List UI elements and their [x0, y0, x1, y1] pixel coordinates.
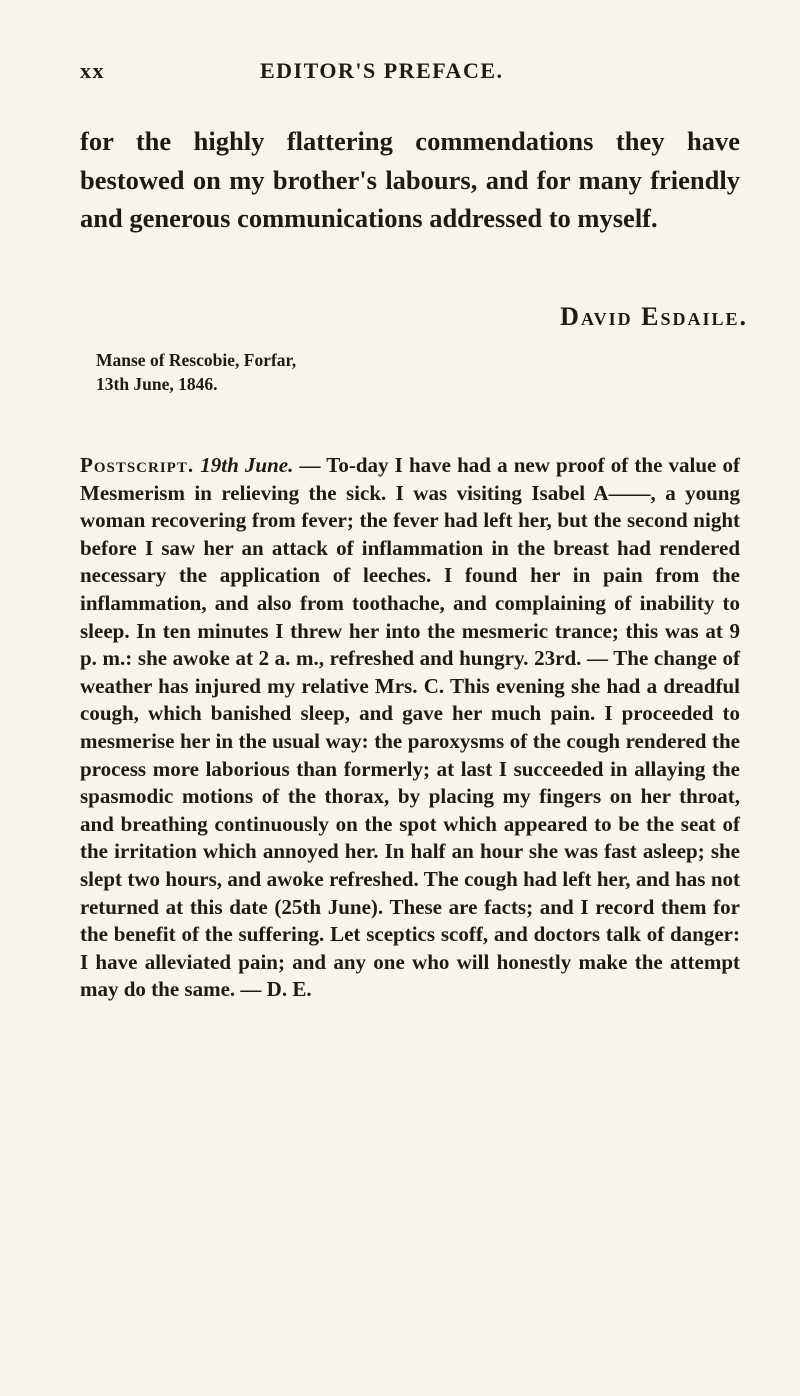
signature: David Esdaile. [560, 302, 748, 331]
date-line: 13th June, 1846. [96, 374, 218, 394]
running-header [80, 58, 720, 88]
postscript-date: 19th June. [200, 453, 294, 477]
place-line: Manse of Rescobie, Forfar, [96, 350, 297, 370]
intro-text: for the highly flattering commendations they have bestowed on my brother's labours, and for many friendly and generous communications addressed to myself. [80, 126, 740, 233]
page-number: xx [80, 58, 105, 83]
postscript-text [80, 452, 740, 1004]
postscript-label: Postscript. [80, 453, 195, 477]
intro-paragraph [80, 122, 740, 238]
running-title: EDITOR'S PREFACE. [260, 58, 504, 83]
place-and-date [96, 348, 296, 396]
postscript-paragraph [80, 452, 740, 1004]
postscript-body: — To-day I have had a new proof of the value of Mesmerism in relieving the sick. I was visiting Isabel A——, a young woman recovering from fever; the fever had left her, but the second night before I saw her an attack of inflammation in the breast had rendered necessary the application of leeches. I found her in pain from the inflammation, and also from toothache, and complaining of inability to sleep. In ten minutes I threw her into the mesmeric trance; this was at 9 p. m.: she awoke at 2 a. m., refreshed and hungry. 23rd. — The change of weather has injured my relative Mrs. C. This evening she had a dreadful cough, which banished sleep, and gave her much pain. I proceeded to mesmerise her in the usual way: the paroxysms of the cough rendered the process more laborious than formerly; at last I succeeded in allaying the spasmodic motions of the thorax, by placing my fingers on her throat, and breathing continuously on the spot which appeared to be the seat of the irritation which annoyed her. In half an hour she was fast asleep; she slept two hours, and awoke refreshed. The cough had left her, and has not returned at this date (25th June). These are facts; and I record them for the benefit of the suffering. Let sceptics scoff, and doctors talk of danger: I have alleviated pain; and any one who will honestly make the attempt may do the same. — D. E. [80, 453, 741, 1002]
